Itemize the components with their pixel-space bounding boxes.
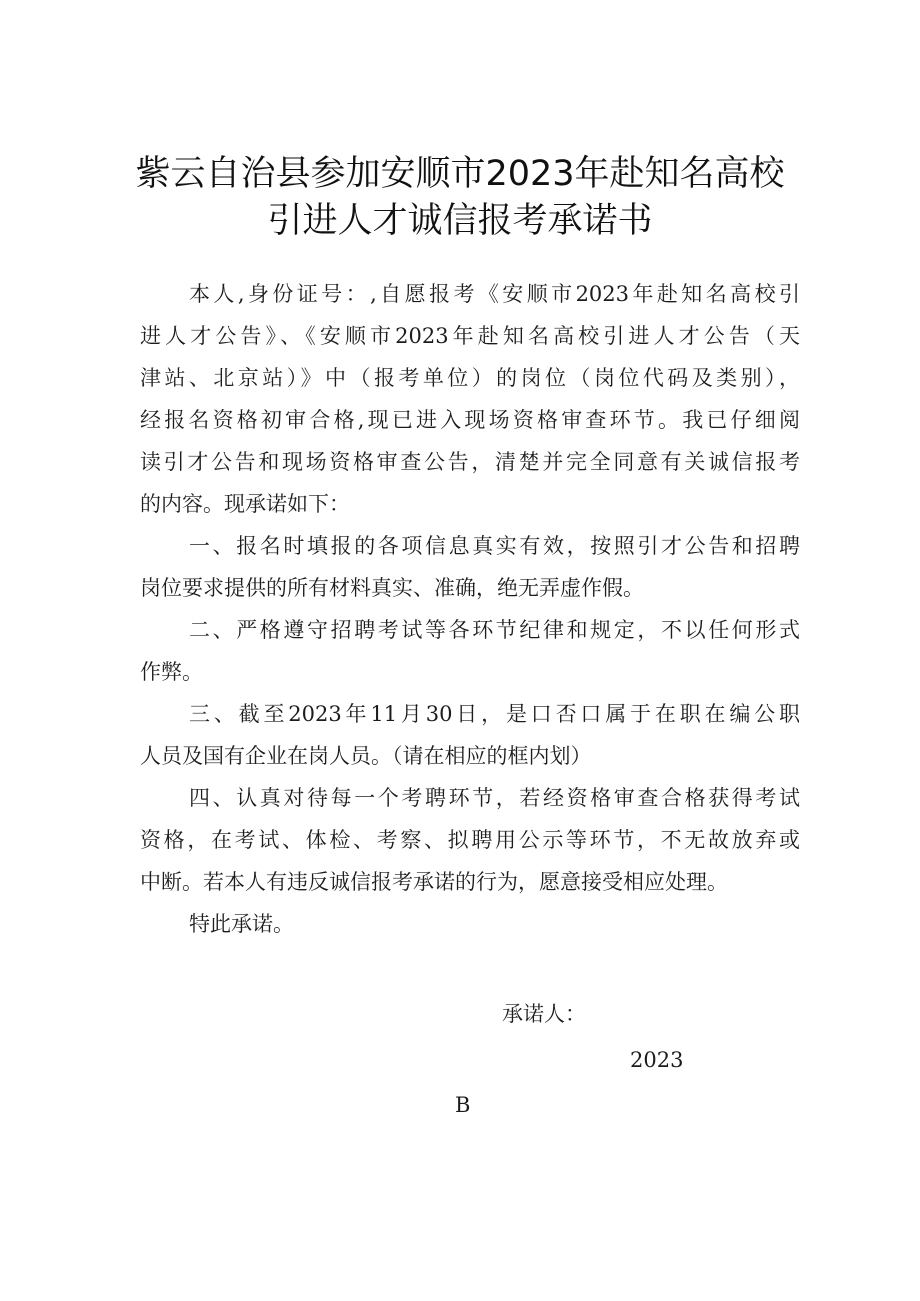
- body-line: 二、严格遵守招聘考试等各环节纪律和规定，不以任何形式: [189, 618, 800, 642]
- body-line: 津站、北京站）》中（报考单位）的岗位（岗位代码及类别），: [140, 366, 800, 390]
- body-line: 岗位要求提供的所有材料真实、准确，绝无弄虚作假。: [140, 576, 644, 600]
- closing-line: 特此承诺。: [189, 912, 294, 936]
- body-line: 中断。若本人有违反诚信报考承诺的行为，愿意接受相应处理。: [140, 870, 728, 894]
- body-line: 本人,身份证号：,自愿报考《安顺市2023年赴知名高校引: [189, 282, 800, 306]
- body-line: 作弊。: [140, 660, 203, 684]
- body-line: 三、截至2023年11月30日，是口否口属于在职在编公职: [189, 702, 800, 726]
- signature-label: 承诺人：: [502, 1002, 586, 1026]
- body-line: 进人才公告》、《安顺市2023年赴知名高校引进人才公告（天: [140, 324, 800, 348]
- document-title-line-2: 引进人才诚信报考承诺书: [267, 201, 653, 241]
- date-fragment: B: [455, 1093, 471, 1117]
- body-line: 读引才公告和现场资格审查公告，清楚并完全同意有关诚信报考: [140, 450, 800, 474]
- document-title-line-1: 紫云自治县参加安顺市2023年赴知名高校: [135, 154, 785, 194]
- body-line: 经报名资格初审合格,现已进入现场资格审查环节。我已仔细阅: [140, 408, 800, 432]
- date-year: 2023: [630, 1048, 684, 1072]
- body-line: 的内容。现承诺如下：: [140, 492, 350, 516]
- body-line: 四、认真对待每一个考聘环节，若经资格审查合格获得考试: [189, 786, 800, 810]
- body-line: 一、报名时填报的各项信息真实有效，按照引才公告和招聘: [189, 534, 800, 558]
- body-line: 资格，在考试、体检、考察、拟聘用公示等环节，不无故放弃或: [140, 828, 800, 852]
- body-line: 人员及国有企业在岗人员。（请在相应的框内划）: [140, 744, 592, 768]
